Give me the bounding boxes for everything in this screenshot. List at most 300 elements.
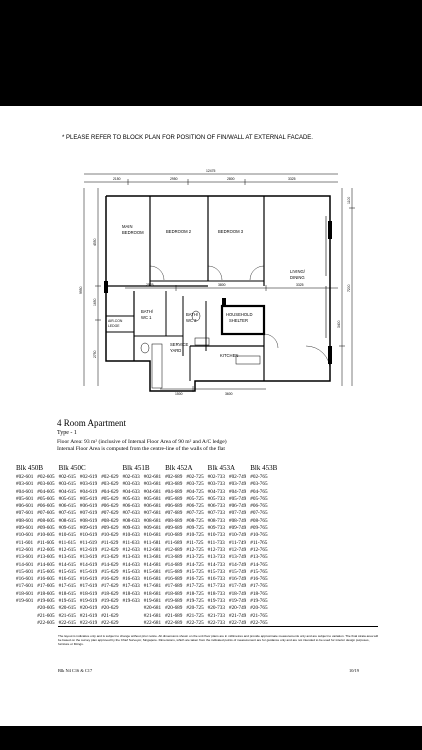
unit-cell: #10-689 xyxy=(165,532,183,539)
unit-cell: #12-629 xyxy=(101,546,119,553)
unit-cell: #13-733 xyxy=(207,554,225,561)
table-row xyxy=(16,562,277,569)
unit-cell: #09-615 xyxy=(58,525,76,532)
dim-top-4: 3325 xyxy=(288,177,296,181)
svg-text:DINING: DINING xyxy=(290,275,305,280)
unit-cell: #13-619 xyxy=(79,554,98,561)
unit-cell: #18-601 xyxy=(16,590,34,597)
unit-cell: #16-689 xyxy=(165,576,183,583)
unit-cell: #08-749 xyxy=(228,517,247,524)
unit-cell: #17-689 xyxy=(165,583,183,590)
unit-cell: #18-619 xyxy=(79,590,98,597)
unit-cell: #10-619 xyxy=(79,532,98,539)
label-kitchen: KITCHEN xyxy=(220,353,239,358)
unit-cell: #20-749 xyxy=(228,605,247,612)
unit-cell: #07-615 xyxy=(58,510,76,517)
block-reference: Blk N4 C16 & C17 xyxy=(58,668,93,673)
unit-cell: #14-601 xyxy=(16,561,34,568)
unit-cell: #04-615 xyxy=(58,488,76,495)
unit-cell: #14-619 xyxy=(79,561,98,568)
unit-cell: #09-605 xyxy=(37,525,55,532)
unit-cell: #05-681 xyxy=(143,495,162,502)
unit-cell: #19-629 xyxy=(101,598,119,605)
unit-cell: #15-619 xyxy=(79,568,98,575)
svg-text:LEDGE: LEDGE xyxy=(108,324,120,328)
unit-cell: #06-619 xyxy=(79,503,98,510)
unit-cell: #18-605 xyxy=(37,590,55,597)
label-aircon-ledge: AIR-CON xyxy=(108,319,123,323)
dim-left-3: 2750 xyxy=(93,350,97,358)
unit-cell: #17-765 xyxy=(250,583,268,590)
unit-cell: #02-681 xyxy=(143,474,162,480)
unit-cell: #04-633 xyxy=(122,488,140,495)
unit-cell: #09-689 xyxy=(165,525,183,532)
unit-cell: #03-615 xyxy=(58,481,76,488)
block-header: Blk 453B xyxy=(250,463,278,472)
unit-cell: #08-619 xyxy=(79,517,98,524)
unit-cell xyxy=(122,613,143,620)
unit-cell: #14-605 xyxy=(37,561,55,568)
unit-cell: #13-765 xyxy=(250,554,268,561)
dim-right-3: 3400 xyxy=(337,320,341,328)
unit-cell: #07-765 xyxy=(250,510,268,517)
unit-cell: #16-615 xyxy=(58,576,76,583)
unit-cell: #04-689 xyxy=(165,488,183,495)
dim-top-2: 2950 xyxy=(170,177,178,181)
unit-cell: #16-633 xyxy=(122,576,140,583)
table-row xyxy=(16,532,277,539)
unit-cell: #12-725 xyxy=(186,546,204,553)
table-row xyxy=(16,605,277,612)
unit-cell: #10-601 xyxy=(16,532,34,539)
unit-cell: #19-615 xyxy=(58,598,76,605)
unit-cell: #15-605 xyxy=(37,568,55,575)
dim-bottom-2: 3600 xyxy=(225,392,233,396)
unit-cell: #05-633 xyxy=(122,495,140,502)
unit-cell: #11-681 xyxy=(143,539,161,546)
unit-cell xyxy=(16,620,37,627)
unit-table-header xyxy=(16,464,277,474)
apartment-title: 4 Room Apartment xyxy=(57,418,126,428)
unit-cell: #15-615 xyxy=(58,568,76,575)
svg-text:BEDROOM: BEDROOM xyxy=(122,230,144,235)
unit-cell: #03-601 xyxy=(16,481,34,488)
table-row xyxy=(16,591,277,598)
svg-text:YARD: YARD xyxy=(170,348,182,353)
page-number: 10/19 xyxy=(349,668,360,673)
unit-cell: #09-733 xyxy=(207,525,225,532)
unit-cell: #17-601 xyxy=(16,583,34,590)
block-header: Blk 450C xyxy=(58,463,86,472)
dim-right-2: 7200 xyxy=(347,284,351,292)
table-row xyxy=(16,547,277,554)
unit-cell: #06-681 xyxy=(143,503,162,510)
unit-cell: #11-749 xyxy=(228,539,247,546)
floor-area-line: Floor Area: 93 m² (inclusive of Internal Floor Area of 90 m² and A/C ledge) xyxy=(57,439,227,445)
unit-cell: #18-681 xyxy=(143,590,162,597)
unit-cell: #04-681 xyxy=(143,488,162,495)
unit-cell: #03-619 xyxy=(79,481,98,488)
unit-cell: #14-681 xyxy=(143,561,162,568)
unit-cell: #13-605 xyxy=(37,554,55,561)
unit-cell: #10-733 xyxy=(207,532,225,539)
unit-cell: #03-629 xyxy=(101,481,119,488)
unit-cell: #05-733 xyxy=(207,495,225,502)
unit-cell: #03-749 xyxy=(228,481,247,488)
unit-cell: #04-749 xyxy=(228,488,247,495)
unit-cell: #10-681 xyxy=(143,532,162,539)
unit-cell: #07-749 xyxy=(228,510,247,517)
unit-cell: #17-733 xyxy=(207,583,225,590)
unit-cell: #09-681 xyxy=(143,525,162,532)
unit-cell: #21-725 xyxy=(186,612,204,619)
facade-note: * PLEASE REFER TO BLOCK PLAN FOR POSITION OF FIN/WALL AT EXTERNAL FACADE. xyxy=(62,135,313,141)
unit-cell: #17-725 xyxy=(186,583,204,590)
unit-cell: #19-689 xyxy=(165,598,183,605)
unit-cell: #08-633 xyxy=(122,517,140,524)
unit-cell: #22-681 xyxy=(143,619,162,626)
unit-table xyxy=(16,464,277,627)
unit-cell: #08-629 xyxy=(101,517,119,524)
unit-cell: #11-605 xyxy=(37,539,55,546)
table-row xyxy=(16,598,277,605)
unit-cell: #19-733 xyxy=(207,598,225,605)
unit-cell: #19-605 xyxy=(37,598,55,605)
unit-cell: #20-605 xyxy=(37,605,55,612)
unit-cell: #02-629 xyxy=(101,474,119,480)
unit-cell: #21-733 xyxy=(207,612,225,619)
label-bath-1: BATH/ xyxy=(141,309,154,314)
unit-cell: #17-681 xyxy=(143,583,162,590)
unit-cell: #20-681 xyxy=(143,605,162,612)
unit-cell: #03-765 xyxy=(250,481,268,488)
svg-text:WC 1: WC 1 xyxy=(141,315,152,320)
unit-cell: #22-629 xyxy=(101,619,119,626)
label-main-bedroom: MAIN xyxy=(122,224,133,229)
unit-cell: #21-689 xyxy=(165,612,183,619)
table-row xyxy=(16,474,277,481)
unit-cell: #18-689 xyxy=(165,590,183,597)
unit-cell: #13-615 xyxy=(58,554,76,561)
unit-cell: #15-689 xyxy=(165,568,183,575)
unit-cell: #16-725 xyxy=(186,576,204,583)
unit-cell: #09-629 xyxy=(101,525,119,532)
unit-cell: #05-689 xyxy=(165,495,183,502)
footnote-rule xyxy=(58,626,378,627)
dim-mid-3: 3325 xyxy=(296,283,304,287)
unit-cell: #18-765 xyxy=(250,590,268,597)
unit-cell: #12-633 xyxy=(122,546,140,553)
unit-cell: #07-725 xyxy=(186,510,204,517)
unit-cell: #22-725 xyxy=(186,619,204,626)
label-bath-2: BATH/ xyxy=(186,312,199,317)
label-household-shelter: HOUSEHOLD xyxy=(226,312,253,317)
unit-cell: #22-749 xyxy=(228,619,247,626)
unit-cell: #02-605 xyxy=(37,474,55,480)
block-header: Blk 453A xyxy=(207,463,236,472)
label-bedroom-2: BEDROOM 2 xyxy=(166,229,192,234)
unit-cell: #14-629 xyxy=(101,561,119,568)
unit-cell: #17-605 xyxy=(37,583,55,590)
unit-cell: #20-615 xyxy=(58,605,76,612)
unit-cell: #22-605 xyxy=(37,619,55,626)
unit-cell: #13-633 xyxy=(122,554,140,561)
unit-cell: #17-629 xyxy=(101,583,119,590)
unit-cell: #21-615 xyxy=(58,612,76,619)
unit-cell: #04-601 xyxy=(16,488,34,495)
unit-cell: #05-725 xyxy=(186,495,204,502)
unit-cell: #19-749 xyxy=(228,598,247,605)
unit-cell: #17-619 xyxy=(79,583,98,590)
unit-cell: #05-765 xyxy=(250,495,268,502)
unit-cell: #12-619 xyxy=(79,546,98,553)
unit-cell: #18-725 xyxy=(186,590,204,597)
unit-cell: #05-615 xyxy=(58,495,76,502)
table-row xyxy=(16,613,277,620)
table-row xyxy=(16,503,277,510)
unit-cell: #02-633 xyxy=(122,474,140,480)
unit-cell: #18-633 xyxy=(122,590,140,597)
dim-left-total: 9950 xyxy=(79,286,83,294)
unit-cell: #20-629 xyxy=(101,605,119,612)
unit-cell: #12-681 xyxy=(143,546,162,553)
unit-cell: #06-689 xyxy=(165,503,183,510)
unit-cell: #06-633 xyxy=(122,503,140,510)
unit-cell: #12-689 xyxy=(165,546,183,553)
table-row xyxy=(16,540,277,547)
unit-cell: #07-605 xyxy=(37,510,55,517)
label-service-yard: SERVICE xyxy=(170,342,189,347)
unit-cell: #09-633 xyxy=(122,525,140,532)
unit-cell: #16-733 xyxy=(207,576,225,583)
unit-cell: #03-633 xyxy=(122,481,140,488)
unit-cell: #08-733 xyxy=(207,517,225,524)
table-row xyxy=(16,576,277,583)
unit-cell xyxy=(16,605,37,612)
unit-cell: #09-765 xyxy=(250,525,268,532)
dim-top-3: 2800 xyxy=(227,177,235,181)
unit-cell: #16-605 xyxy=(37,576,55,583)
unit-cell: #07-629 xyxy=(101,510,119,517)
unit-cell: #13-725 xyxy=(186,554,204,561)
unit-cell: #09-601 xyxy=(16,525,34,532)
unit-cell: #14-633 xyxy=(122,561,140,568)
unit-cell: #21-619 xyxy=(79,612,98,619)
unit-cell: #06-733 xyxy=(207,503,225,510)
unit-cell: #22-689 xyxy=(165,619,183,626)
brochure-page xyxy=(0,106,422,726)
unit-cell: #15-749 xyxy=(228,568,247,575)
unit-cell: #04-605 xyxy=(37,488,55,495)
unit-cell: #11-619 xyxy=(79,539,97,546)
unit-cell: #07-689 xyxy=(165,510,183,517)
unit-cell: #15-733 xyxy=(207,568,225,575)
unit-cell: #07-633 xyxy=(122,510,140,517)
unit-cell: #02-765 xyxy=(250,474,268,480)
unit-cell: #08-725 xyxy=(186,517,204,524)
unit-cell: #03-725 xyxy=(186,481,204,488)
unit-cell: #15-629 xyxy=(101,568,119,575)
dim-bottom-1: 1500 xyxy=(175,392,183,396)
unit-cell: #22-733 xyxy=(207,619,225,626)
unit-cell: #15-725 xyxy=(186,568,204,575)
unit-cell: #02-749 xyxy=(228,474,247,480)
unit-cell: #05-619 xyxy=(79,495,98,502)
unit-cell: #15-765 xyxy=(250,568,268,575)
table-row xyxy=(16,510,277,517)
unit-cell: #14-689 xyxy=(165,561,183,568)
unit-cell: #12-605 xyxy=(37,546,55,553)
unit-cell: #19-619 xyxy=(79,598,98,605)
unit-cell: #21-605 xyxy=(37,612,55,619)
unit-cell: #05-629 xyxy=(101,495,119,502)
unit-cell: #15-681 xyxy=(143,568,162,575)
dim-left-2: 1650 xyxy=(93,298,97,306)
unit-cell xyxy=(16,613,37,620)
floor-plan xyxy=(0,106,422,416)
unit-cell: #16-601 xyxy=(16,576,34,583)
table-row xyxy=(16,554,277,561)
unit-cell: #10-629 xyxy=(101,532,119,539)
unit-cell: #14-749 xyxy=(228,561,247,568)
unit-cell: #11-733 xyxy=(207,539,225,546)
unit-cell: #20-619 xyxy=(79,605,98,612)
unit-cell: #05-605 xyxy=(37,495,55,502)
floor-area xyxy=(57,439,377,453)
unit-cell: #09-619 xyxy=(79,525,98,532)
unit-cell: #13-689 xyxy=(165,554,183,561)
unit-cell: #11-615 xyxy=(58,539,76,546)
unit-cell: #11-601 xyxy=(16,539,34,546)
svg-text:WC 2: WC 2 xyxy=(186,318,197,323)
unit-cell: #05-749 xyxy=(228,495,247,502)
unit-cell: #04-725 xyxy=(186,488,204,495)
unit-cell: #02-733 xyxy=(207,474,225,480)
unit-cell: #10-615 xyxy=(58,532,76,539)
unit-cell: #02-615 xyxy=(58,474,76,480)
unit-cell xyxy=(122,605,143,612)
unit-cell: #12-601 xyxy=(16,546,34,553)
unit-cell: #02-619 xyxy=(79,474,98,480)
unit-cell: #08-615 xyxy=(58,517,76,524)
dim-overall: 12475 xyxy=(206,169,216,173)
unit-cell: #07-601 xyxy=(16,510,34,517)
unit-cell: #09-725 xyxy=(186,525,204,532)
unit-cell: #08-601 xyxy=(16,517,34,524)
unit-cell: #04-619 xyxy=(79,488,98,495)
dim-mid-2: 3800 xyxy=(218,283,226,287)
unit-cell: #22-765 xyxy=(250,619,268,626)
unit-cell: #03-689 xyxy=(165,481,183,488)
unit-cell: #03-605 xyxy=(37,481,55,488)
unit-cell: #05-601 xyxy=(16,495,34,502)
unit-cell: #11-633 xyxy=(122,539,140,546)
unit-cell: #18-749 xyxy=(228,590,247,597)
unit-cell: #13-749 xyxy=(228,554,247,561)
dim-left-1: 4550 xyxy=(93,238,97,246)
dim-mid-1: 2525 xyxy=(146,283,154,287)
svg-text:SHELTER: SHELTER xyxy=(229,318,249,323)
unit-cell: #12-749 xyxy=(228,546,247,553)
unit-cell: #06-629 xyxy=(101,503,119,510)
unit-cell: #21-681 xyxy=(143,612,162,619)
unit-cell: #12-615 xyxy=(58,546,76,553)
unit-cell: #20-733 xyxy=(207,605,225,612)
unit-cell: #10-749 xyxy=(228,532,247,539)
label-bedroom-3: BEDROOM 3 xyxy=(218,229,244,234)
unit-cell: #16-629 xyxy=(101,576,119,583)
unit-cell: #20-689 xyxy=(165,605,183,612)
unit-cell: #18-733 xyxy=(207,590,225,597)
unit-cell: #19-765 xyxy=(250,598,268,605)
unit-cell: #07-619 xyxy=(79,510,98,517)
unit-cell: #22-619 xyxy=(79,619,98,626)
unit-cell: #10-605 xyxy=(37,532,55,539)
unit-cell: #08-605 xyxy=(37,517,55,524)
unit-cell: #13-681 xyxy=(143,554,162,561)
label-living: LIVING/ xyxy=(290,269,305,274)
unit-cell: #14-725 xyxy=(186,561,204,568)
unit-cell: #14-765 xyxy=(250,561,268,568)
unit-cell: #07-681 xyxy=(143,510,162,517)
unit-cell: #13-601 xyxy=(16,554,34,561)
unit-cell: #10-765 xyxy=(250,532,268,539)
unit-cell: #03-681 xyxy=(143,481,162,488)
unit-cell: #15-633 xyxy=(122,568,140,575)
unit-cell: #22-615 xyxy=(58,619,76,626)
table-row xyxy=(16,525,277,532)
unit-cell: #18-629 xyxy=(101,590,119,597)
unit-cell: #02-689 xyxy=(165,474,183,480)
unit-cell: #04-765 xyxy=(250,488,268,495)
unit-cell: #13-629 xyxy=(101,554,119,561)
apartment-type: Type - 1 xyxy=(57,430,77,436)
unit-cell: #16-749 xyxy=(228,576,247,583)
unit-cell: #19-681 xyxy=(143,598,162,605)
unit-cell: #10-725 xyxy=(186,532,204,539)
unit-cell: #12-765 xyxy=(250,546,268,553)
unit-cell: #08-681 xyxy=(143,517,162,524)
table-row xyxy=(16,583,277,590)
unit-cell: #09-749 xyxy=(228,525,247,532)
unit-cell: #02-725 xyxy=(186,474,204,480)
unit-cell: #19-601 xyxy=(16,598,34,605)
unit-cell: #14-615 xyxy=(58,561,76,568)
unit-cell: #19-725 xyxy=(186,598,204,605)
unit-cell: #21-765 xyxy=(250,612,268,619)
unit-cell: #11-689 xyxy=(165,539,183,546)
block-header: Blk 450B xyxy=(16,463,44,472)
unit-cell: #17-615 xyxy=(58,583,76,590)
unit-cell: #03-733 xyxy=(207,481,225,488)
unit-cell: #06-601 xyxy=(16,503,34,510)
dim-top-1: 2150 xyxy=(113,177,121,181)
block-header: Blk 452A xyxy=(165,463,193,472)
unit-cell: #11-765 xyxy=(250,539,268,546)
block-header: Blk 451B xyxy=(122,463,150,472)
unit-cell: #12-733 xyxy=(207,546,225,553)
unit-cell: #06-725 xyxy=(186,503,204,510)
unit-cell: #06-605 xyxy=(37,503,55,510)
table-row xyxy=(16,518,277,525)
unit-cell: #16-681 xyxy=(143,576,162,583)
unit-cell: #16-765 xyxy=(250,576,268,583)
internal-area-line: Internal Floor Area is computed from the centre-line of the walls of the flat xyxy=(57,446,225,452)
unit-cell: #08-765 xyxy=(250,517,268,524)
unit-cell: #16-619 xyxy=(79,576,98,583)
unit-cell: #06-765 xyxy=(250,503,268,510)
unit-cell: #20-725 xyxy=(186,605,204,612)
